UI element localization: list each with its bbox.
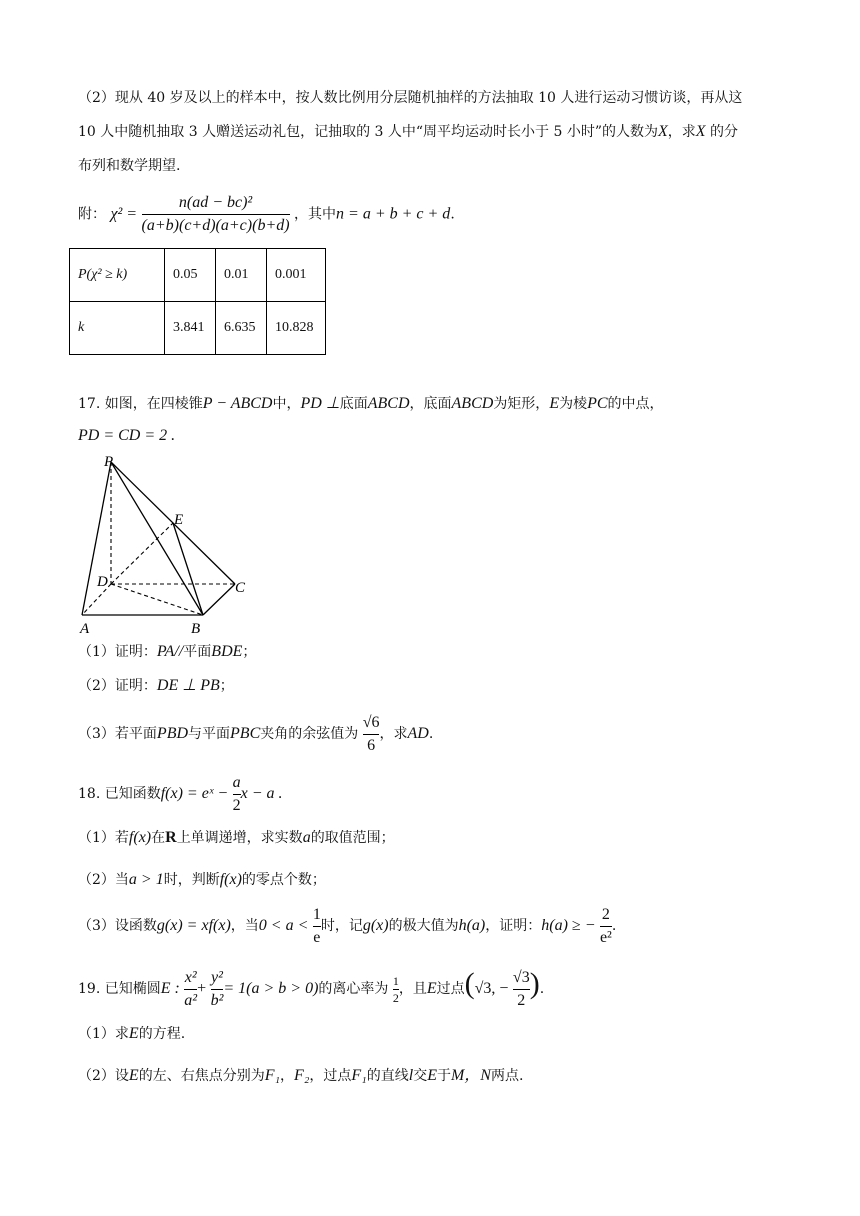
q18-text: 的极大值为 [388,918,459,934]
q17-text: ，底面 [409,396,452,412]
q18-text: 的取值范围； [310,830,395,846]
edge-de-hidden [111,523,173,584]
label-b: B [191,621,201,637]
q18-text: 上单调递增，求实数 [176,830,303,846]
fraction-numerator: √3 [513,967,530,990]
q19-text: 19. 已知椭圆 [78,981,161,997]
table-head-k: k [70,302,165,355]
q18-fraction [233,772,241,817]
q18-fraction-1e [313,904,321,949]
fraction-denominator: a² [184,991,198,1009]
q18-part1 [78,828,395,848]
q16-part2-text-a: 10 人中随机抽取 3 人赠送运动礼包，记抽取的 3 人中“周平均运动时长小于 5 小时”的人数为 [78,124,658,140]
q19-part2 [78,1066,523,1086]
q19-text: （2）设 [78,1068,129,1084]
q18-text: . [611,918,617,934]
fraction-denominator: e² [599,928,612,946]
q16-part2-line1: （2）现从 40 岁及以上的样本中，按人数比例用分层随机抽样的方法抽取 10 人进行运动习惯访谈，再从这 [78,90,743,106]
q19-math: = 1(a > b > 0) [223,980,319,997]
q19-text: 的左、右焦点分别为 [138,1068,265,1084]
q19-math: F₁ [264,1067,281,1084]
q17-text: . [428,726,434,742]
q18-math: R [165,829,177,846]
q17-math: ABCD [367,395,410,412]
q17-text: 夹角的余弦值为 [260,726,359,742]
q19-fraction-y [211,967,224,1012]
q17-math: PD ⊥ [300,395,340,412]
q18-text: 在 [151,830,166,846]
q19-fraction-pt [513,967,530,1012]
q19-text: 交 [413,1068,428,1084]
q18-line1 [78,770,283,818]
q18-text: 时，判断 [163,872,220,888]
q17-math: PBD [156,725,189,742]
q17-text: 中， [272,396,301,412]
q16-part2-line3: 布列和数学期望. [78,158,181,174]
q19-math: E [427,1067,437,1084]
label-e: E [174,512,184,528]
fraction-numerator: y² [211,967,224,990]
q17-text: ； [219,678,234,694]
fraction-numerator: √6 [363,712,380,735]
fraction-numerator: 1 [392,973,399,988]
paren-right: ) [529,967,540,1000]
table-row [70,249,326,302]
label-a: A [80,621,90,637]
q18-text: （1）若 [78,830,129,846]
q19-math: E [128,1067,139,1084]
q18-text: （3）设函数 [78,918,157,934]
q18-math: g(x) [362,917,389,934]
q16-part2-line2 [78,122,738,142]
edge-bc [203,584,235,615]
table-cell: 0.001 [267,249,326,302]
fraction-numerator: 1 [313,904,321,927]
q19-part1 [78,1024,185,1044]
q19-text: 的方程. [138,1026,186,1042]
q18-math: g(x) = xf(x) [156,917,231,934]
q17-math: PA// [156,643,184,660]
q16-var-x: X [658,123,668,140]
q17-math: AD [407,725,429,742]
q18-text: ，当 [230,918,259,934]
q19-text: 的直线 [366,1068,409,1084]
q19-math: F₁ [351,1067,367,1084]
q19-math: √3, − [474,980,509,997]
q17-text: ； [242,644,257,660]
q17-text: （3）若平面 [78,726,157,742]
fraction-denominator: 2 [517,991,526,1009]
label-d: D [97,574,108,590]
formula-lhs: χ² = [110,205,138,223]
fraction-denominator: e [313,928,321,946]
q19-math: l [408,1067,414,1084]
q19-text: ，过点 [309,1068,352,1084]
q17-text: 为棱 [559,396,588,412]
fraction-numerator: x² [184,967,197,990]
table-cell: 6.635 [216,302,267,355]
fraction-denominator: 2 [392,990,399,1005]
q19-text: 的离心率为 [318,981,389,997]
q17-part1 [78,642,256,662]
q17-math: PBC [230,725,261,742]
q19-line1 [78,960,544,1013]
table-cell: 0.05 [165,249,216,302]
q19-math: M，N [450,1067,491,1084]
q17-part3 [78,710,433,758]
cosine-fraction [363,712,380,757]
q18-math: h(a) ≥ − [541,917,596,934]
q16-part2-text-b: ，求 [667,124,696,140]
q18-text: 18. 已知函数 [78,786,161,802]
q17-text: 的中点， [607,396,664,412]
fraction-numerator: a [233,772,241,795]
q19-text: ， [280,1068,295,1084]
q17-math: E [549,395,560,412]
table-row [70,302,326,355]
fraction-denominator: b² [210,991,224,1009]
fraction-numerator: 2 [600,904,612,927]
q18-part2 [78,870,326,890]
fraction-denominator: 6 [367,736,376,754]
edge-db-hidden [111,584,203,615]
q19-math: E [128,1025,139,1042]
formula-n: n = a + b + c + d [336,205,451,223]
q17-text: 为矩形， [493,396,550,412]
q18-math: x − a . [240,785,283,802]
q17-text: 与平面 [188,726,231,742]
q17-math: P − ABCD [202,395,273,412]
edge-pa [82,462,111,615]
q19-math: + [197,980,207,997]
q17-line1 [78,394,664,414]
q18-math: f(x) [219,871,242,888]
critical-value-table [69,248,326,355]
q19-math: F₂ [294,1067,310,1084]
q17-part2 [78,676,234,696]
paren-left: ( [464,967,475,1000]
q17-math: DE ⊥ PB [156,677,220,694]
table-cell: 10.828 [267,302,326,355]
formula-end: . [450,206,455,223]
q18-math: h(a) [458,917,486,934]
q18-text: 的零点个数； [241,872,326,888]
q19-text: 两点. [490,1068,524,1084]
formula-suffix: ，其中 [294,206,337,223]
q19-text: 过点 [436,981,465,997]
appendix-prefix: 附： [78,206,106,223]
pyramid-figure [70,450,260,638]
q18-fraction-2e2 [600,904,612,949]
q19-math: E [426,980,437,997]
label-p: P [104,454,114,470]
chi-square-formula [78,192,455,237]
q17-line2: PD = CD = 2 . [78,427,176,444]
q17-text: 底面 [339,396,368,412]
q17-text: 17. 如图，在四棱锥 [78,396,203,412]
q16-part2-text-c: 的分 [705,124,739,140]
table-cell: 0.01 [216,249,267,302]
q18-text: （2）当 [78,872,129,888]
q18-part3 [78,902,616,950]
q18-math: f(x) = eˣ − [160,785,229,802]
formula-fraction [142,192,290,237]
q17-text: （1）证明： [78,644,157,660]
q19-text: 于 [436,1068,451,1084]
q19-math: E : [160,980,180,997]
q18-math: a > 1 [128,871,164,888]
q17-text: ，求 [379,726,408,742]
q16-var-x2: X [695,123,706,140]
q18-math: f(x) [128,829,152,846]
q18-math: 0 < a < [258,917,309,934]
q19-text: . [539,981,545,997]
q19-text: ，且 [398,981,427,997]
q17-text: （2）证明： [78,678,157,694]
fraction-denominator: 2 [232,796,241,814]
q19-text: （1）求 [78,1026,129,1042]
q17-math: BDE [211,643,243,660]
q19-fraction-x [184,967,197,1012]
formula-denominator: (a+b)(c+d)(a+c)(b+d) [141,217,290,234]
q18-math: a [302,829,311,846]
table-head-p: P(χ² ≥ k) [70,249,165,302]
q18-text: ，证明： [485,918,542,934]
formula-numerator: n(ad − bc)² [142,192,290,215]
table-cell: 3.841 [165,302,216,355]
q17-math: PC [587,395,608,412]
label-c: C [235,580,246,596]
q17-math: ABCD [451,395,494,412]
edge-eb [173,523,203,615]
q17-text: 平面 [183,644,212,660]
q18-text: 时，记 [320,918,363,934]
